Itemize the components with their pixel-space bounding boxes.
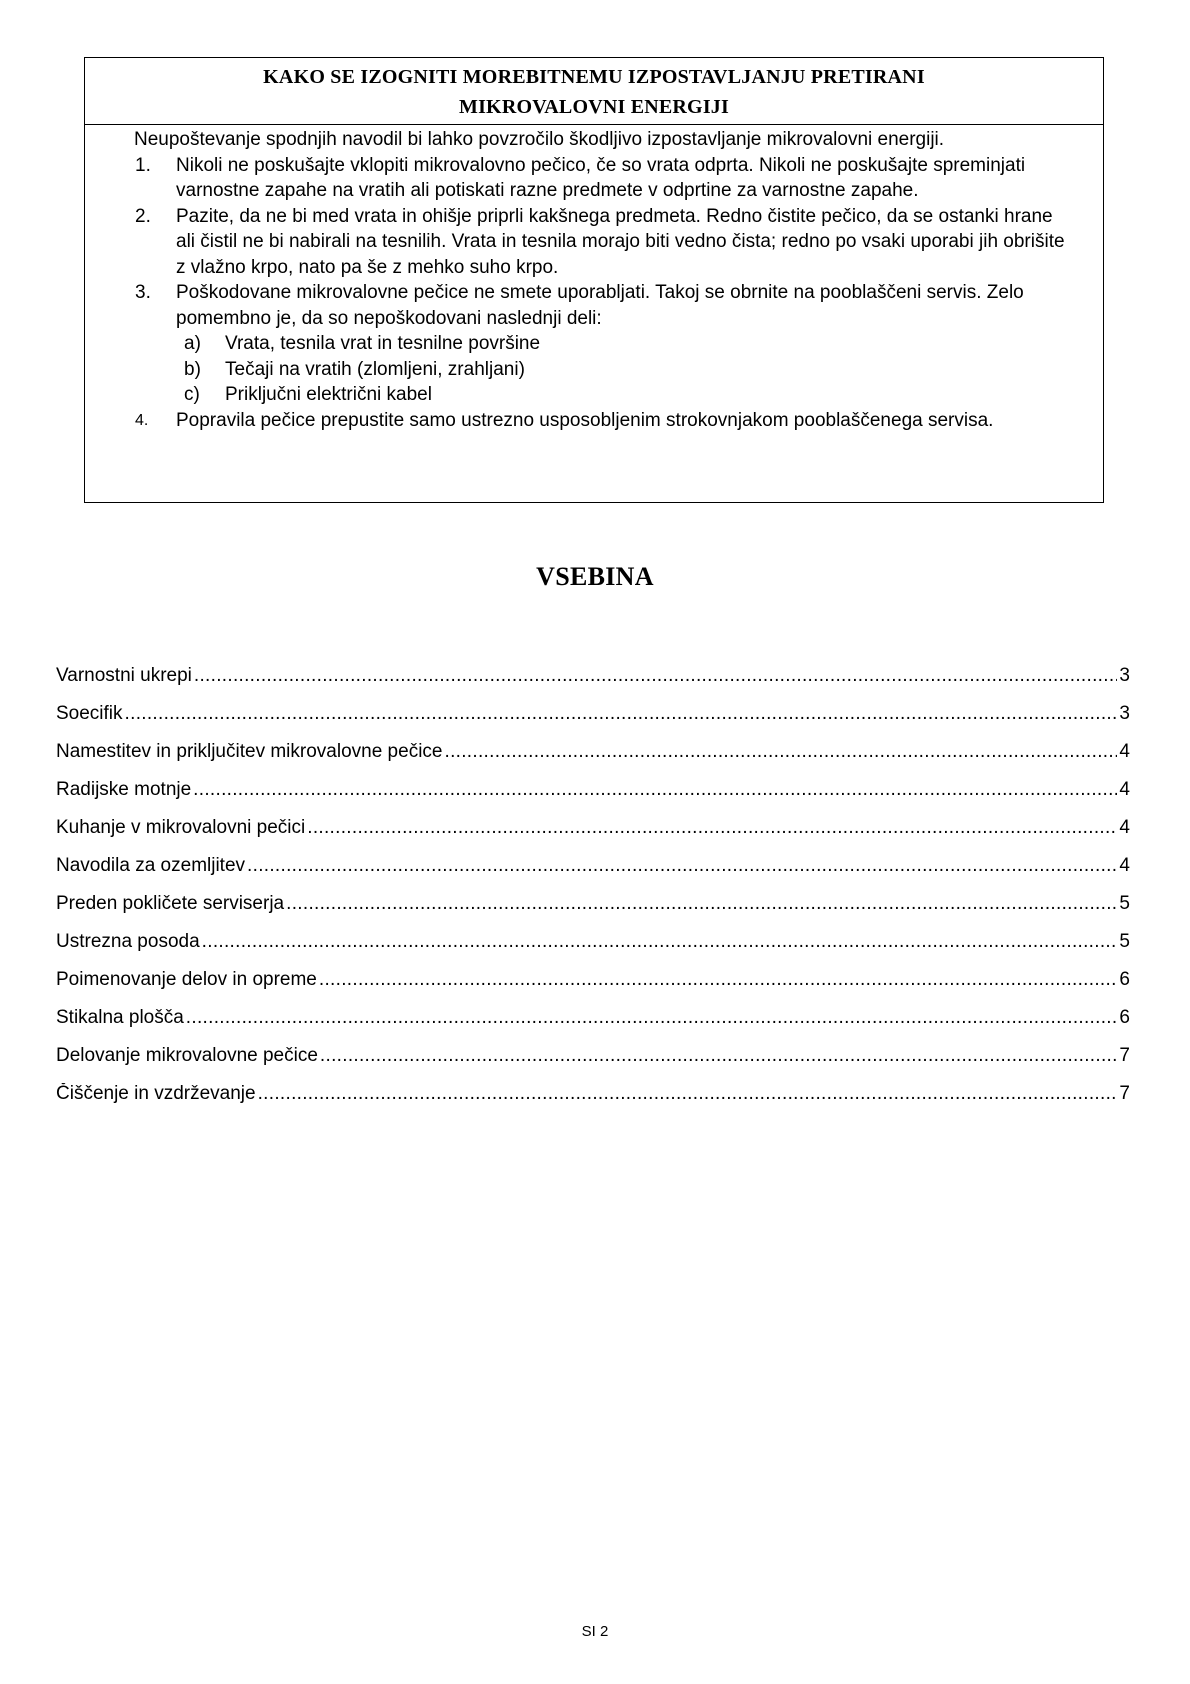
toc-heading: VSEBINA xyxy=(536,562,654,591)
toc-entry[interactable] xyxy=(56,1083,1130,1121)
toc-entry-page: 7 xyxy=(1119,1045,1130,1066)
toc-entry[interactable] xyxy=(56,931,1130,969)
warning-item-number: 3. xyxy=(135,282,151,303)
toc-entry[interactable] xyxy=(56,665,1130,703)
warning-item-text: Popravila pečice prepustite samo ustrezno usposobljenim strokovnjakom pooblaščenega servisa. xyxy=(176,409,994,431)
warning-item-1 xyxy=(134,153,1074,204)
warning-item-number: 1. xyxy=(135,154,151,176)
table-of-contents xyxy=(56,665,1130,1121)
toc-entry-page: 3 xyxy=(1119,703,1130,724)
toc-entry-page: 6 xyxy=(1119,969,1130,990)
warning-subitem-b xyxy=(134,357,1074,383)
toc-leader-dots xyxy=(258,1083,1118,1105)
toc-entry-title: Čiščenje in vzdrževanje xyxy=(56,1083,256,1104)
warning-subitem-letter: c) xyxy=(184,384,200,405)
toc-entry-title: Soecifik xyxy=(56,703,123,724)
toc-leader-dots xyxy=(307,817,1117,839)
warning-title-line-1: KAKO SE IZOGNITI MOREBITNEMU IZPOSTAVLJANJU PRETIRANI xyxy=(263,66,925,88)
toc-entry-title: Kuhanje v mikrovalovni pečici xyxy=(56,817,306,838)
warning-item-4 xyxy=(134,408,1074,434)
toc-entry-page: 4 xyxy=(1119,817,1130,838)
toc-entry[interactable] xyxy=(56,855,1130,893)
warning-body xyxy=(134,127,1074,433)
toc-entry[interactable] xyxy=(56,779,1130,817)
toc-leader-dots xyxy=(194,665,1118,687)
warning-item-text: Nikoli ne poskušajte vklopiti mikrovalovno pečico, če so vrata odprta. Nikoli ne poskušajte spreminjati varnostne zapahe na vratih ali potiskati razne predmete v odprtine za varnostne zapahe. xyxy=(176,154,1026,201)
toc-leader-dots xyxy=(319,969,1118,991)
toc-entry-title: Preden pokličete serviserja xyxy=(56,893,285,914)
toc-entry-title: Stikalna plošča xyxy=(56,1007,184,1028)
warning-item-2 xyxy=(134,204,1074,281)
toc-entry-title: Radijske motnje xyxy=(56,779,192,800)
toc-entry[interactable] xyxy=(56,1007,1130,1045)
toc-entry-title: Poimenovanje delov in opreme xyxy=(56,969,317,990)
page-number: SI 2 xyxy=(581,1623,609,1640)
toc-entry-page: 5 xyxy=(1119,931,1130,952)
warning-item-text: Pazite, da ne bi med vrata in ohišje priprli kakšnega predmeta. Redno čistite pečico, da se ostanki hrane ali čistil ne bi nabirali na tesnilih. Vrata in tesnila morajo biti vedno čista; redno po vsaki uporabi jih obrišite z vlažno krpo, nato pa še z mehko suho krpo. xyxy=(176,205,1065,278)
toc-entry-title: Namestitev in priključitev mikrovalovne pečice xyxy=(56,741,443,762)
warning-box xyxy=(84,57,1104,503)
toc-leader-dots xyxy=(186,1007,1118,1029)
warning-subitem-text: Priključni električni kabel xyxy=(225,384,432,405)
toc-entry[interactable] xyxy=(56,1045,1130,1083)
warning-subitem-letter: a) xyxy=(184,333,201,354)
toc-entry-page: 3 xyxy=(1119,665,1130,686)
toc-leader-dots xyxy=(193,779,1117,801)
toc-entry[interactable] xyxy=(56,969,1130,1007)
toc-leader-dots xyxy=(320,1045,1118,1067)
toc-entry-page: 7 xyxy=(1119,1083,1130,1104)
warning-subitem-c xyxy=(134,382,1074,408)
toc-entry[interactable] xyxy=(56,703,1130,741)
toc-leader-dots xyxy=(202,931,1118,953)
warning-title xyxy=(85,58,1103,125)
toc-entry-page: 4 xyxy=(1119,855,1130,876)
toc-leader-dots xyxy=(286,893,1117,915)
warning-item-number: 4. xyxy=(135,411,149,429)
toc-entry-page: 5 xyxy=(1119,893,1130,914)
toc-entry[interactable] xyxy=(56,893,1130,931)
warning-intro: Neupoštevanje spodnjih navodil bi lahko povzročilo škodljivo izpostavljanje mikrovalovni energiji. xyxy=(134,129,945,150)
warning-subitem-letter: b) xyxy=(184,358,201,380)
warning-subitem-text: Tečaji na vratih (zlomljeni, zrahljani) xyxy=(225,358,525,380)
warning-title-line-2: MIKROVALOVNI ENERGIJI xyxy=(459,96,729,118)
toc-entry-title: Delovanje mikrovalovne pečice xyxy=(56,1045,318,1066)
toc-leader-dots xyxy=(125,703,1118,725)
toc-entry-page: 6 xyxy=(1119,1007,1130,1028)
warning-item-text: Poškodovane mikrovalovne pečice ne smete uporabljati. Takoj se obrnite na pooblaščeni servis. Zelo pomembno je, da so nepoškodovani naslednji deli: xyxy=(176,282,1024,329)
toc-entry-page: 4 xyxy=(1119,741,1130,762)
warning-subitem-a xyxy=(134,331,1074,357)
warning-item-3 xyxy=(134,280,1074,331)
toc-entry-title: Ustrezna posoda xyxy=(56,931,200,952)
warning-subitem-text: Vrata, tesnila vrat in tesnilne površine xyxy=(225,333,541,354)
toc-entry-title: Navodila za ozemljitev xyxy=(56,855,246,876)
toc-entry-page: 4 xyxy=(1119,779,1130,800)
toc-entry[interactable] xyxy=(56,741,1130,779)
toc-leader-dots xyxy=(247,855,1117,877)
toc-leader-dots xyxy=(444,741,1117,763)
warning-item-number: 2. xyxy=(135,205,151,227)
toc-entry-title: Varnostni ukrepi xyxy=(56,665,192,686)
toc-entry[interactable] xyxy=(56,817,1130,855)
